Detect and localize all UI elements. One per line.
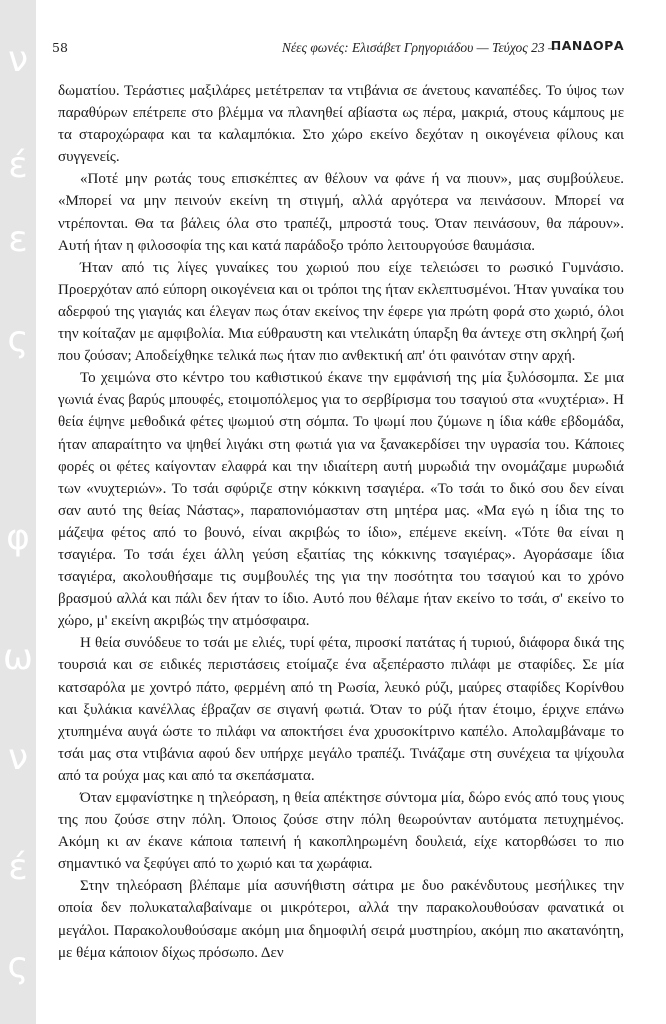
magazine-logo: ΠΑΝΔΟΡΑ (550, 38, 624, 53)
sidebar-letter: ε (8, 219, 28, 260)
paragraph: Η θεία συνόδευε το τσάι με ελιές, τυρί φέτα, πιροσκί πατάτας ή τυριού, διάφορα δικά της τουρσιά και σε ειδικές περιστάσεις ετοίμαζε ένα αξεπέραστο πιλάφι με σταφίδες. Σε μία κατσαρόλα με χοντρό πάτο, φερμένη από τη Ρωσία, λευκό ρύζι, μαύρες σταφίδες Κορίνθου και ξυλάκια κανέλλας έβραζαν σε σιγανή φωτιά. Όταν το ρύζι ήταν έτοιμο, έριχνε επάνω χτυπημένα αυγά ώστε το πιλάφι να αποκτήσει ένα χρυσοκίτρινο καπέλο. Απολαμβάναμε το τσάι μας στα ντιβάνια αφού δεν υπήρχε μεγάλο τραπέζι. Τινάζαμε στη συνέχεια τα ψίχουλα από τα ρούχα μας και από τα σκεπάσματα. (58, 635, 624, 784)
sidebar-letter: έ (8, 145, 28, 186)
sidebar-letter: ς (7, 319, 29, 360)
paragraph: Όταν εμφανίστηκε η τηλεόραση, η θεία απέκτησε σύντομα μία, δώρο ενός από τους γιους της που ζούσε στην πόλη. Όποιος ζούσε στην πόλη θεωρούνταν αυτόματα πετυχημένος. Ακόμη κι αν έκανε κάποια ταπεινή ή κακοπληρωμένη δουλειά, είχε κατορθώσει το πιο σημαντικό να ξεφύγει από το χωριό και τα χωράφια. (58, 790, 624, 873)
sidebar-strip (0, 0, 36, 1024)
sidebar-letter: ω (2, 637, 34, 678)
sidebar-letter: ν (7, 737, 29, 778)
paragraph: Ήταν από τις λίγες γυναίκες του χωριού που είχε τελειώσει το ρωσικό Γυμνάσιο. Προερχόταν από εύπορη οικογένεια και οι τρόποι της ήταν εκλεπτυσμένοι. Ήταν γυναίκα του αδερφού της γιαγιάς και έλεγαν πως όταν εκείνος την έφερε για πρώτη φορά στο χωριό, όλοι την κοίταζαν με αμφιβολία. Μια εύθραυστη και ντελικάτη ύπαρξη θα άντεχε στη σκληρή ζωή που ζούσαν; Αποδείχθηκε τελικά πως ήταν πιο ανθεκτική απ' ότι φαινόταν στην αρχή. (58, 259, 624, 365)
sidebar-letter: ν (7, 39, 29, 80)
sidebar-letter: έ (8, 847, 28, 888)
sidebar-letter: φ (6, 517, 30, 558)
page-number: 58 (52, 40, 68, 55)
sidebar-letter: ς (7, 945, 29, 986)
paragraph: «Ποτέ μην ρωτάς τους επισκέπτες αν θέλουν να φάνε ή να πιουν», μας συμβούλευε. «Μπορεί να μην πεινούν εκείνη τη στιγμή, αλλά αργότερα να πεινάσουν. Μπορεί να ντρέπονται. Θα τα βάλεις όλα στο τραπέζι, μπροστά τους. Όταν πεινάσουν, θα πάρουν». Αυτή ήταν η φιλοσοφία της και κατά παράδοξο τρόπο λειτουργούσε θαυμάσια. (58, 171, 624, 254)
paragraph: Το χειμώνα στο κέντρο του καθιστικού έκανε την εμφάνισή της μία ξυλόσομπα. Σε μια γωνιά ένας βαρύς μπουφές, ετοιμοπόλεμος για το σερβίρισμα του τσαγιού στα «νυχτέρια». Η θεία έψηνε μεθοδικά φέτες ψωμιού στη σόμπα. Το ψωμί που ζύμωνε η ίδια κάθε εβδομάδα, ήταν απαραίτητο να ψηθεί λιγάκι στη φωτιά για να ξανακερδίσει την υγρασία του. Κάποιες φορές οι φέτες καίγονταν ελαφρά και την ιδιαίτερη αυτή μυρωδιά την ονομάζαμε μυρωδιά των «νυχτεριών». Το τσάι σφύριζε στην κόκκινη τσαγιέρα. «Το τσάι το δικό σου δεν είναι σαν αυτό της θείας Νάστας», παραπονιόμασταν στη μητέρα μας. «Μα εγώ η ίδια της το μάζεψα φέτος από το βουνό, είναι ακριβώς το ίδιο», επέμενε εκείνη. «Τότε θα είναι η τσαγιέρα. Το τσάι έχει άλλη γεύση εξαιτίας της κόκκινης τσαγιέρας». Αγοράσαμε ίδια τσαγιέρα, ακολουθήσαμε τις συμβουλές της για την ποσότητα του τσαγιού και το χρόνο βρασμού αλλά και πάλι δεν ήταν το ίδιο. Αυτό που θέλαμε ήταν εκείνο το τσάι, σ' εκείνο το χώρο, μ' εκείνη ακριβώς την ατμόσφαιρα. (58, 370, 624, 630)
paragraph: δωματίου. Τεράστιες μαξιλάρες μετέτρεπαν τα ντιβάνια σε άνετους καναπέδες. Το ύψος των παραθύρων επέτρεπε στο βλέμμα να πλανηθεί αβίαστα ως πέρα, μακριά, στους κάμπους με τα σταροχώραφα και τα καλαμπόκια. Στο χώρο εκείνο δεχόταν η οικογένεια φίλους και συγγενείς. (58, 83, 624, 166)
paragraph: Στην τηλεόραση βλέπαμε μία ασυνήθιστη σάτιρα με δυο ρακένδυτους μεσήλικες την οποία δεν πολυκαταλαβαίναμε οι μικρότεροι, αλλά την παρακολουθούσαν φανατικά οι μεγάλοι. Παρακολουθούσαμε ακόμη μια δημοφιλή σειρά μυστηρίου, ακόμη πιο ακατανόητη, με θέμα κάποιον δίχως πρόσωπο. Δεν (58, 878, 624, 961)
running-title: Νέες φωνές: Ελισάβετ Γρηγοριάδου — Τεύχος 23 — (281, 40, 560, 55)
article-body (58, 80, 624, 964)
page-header (52, 36, 624, 58)
